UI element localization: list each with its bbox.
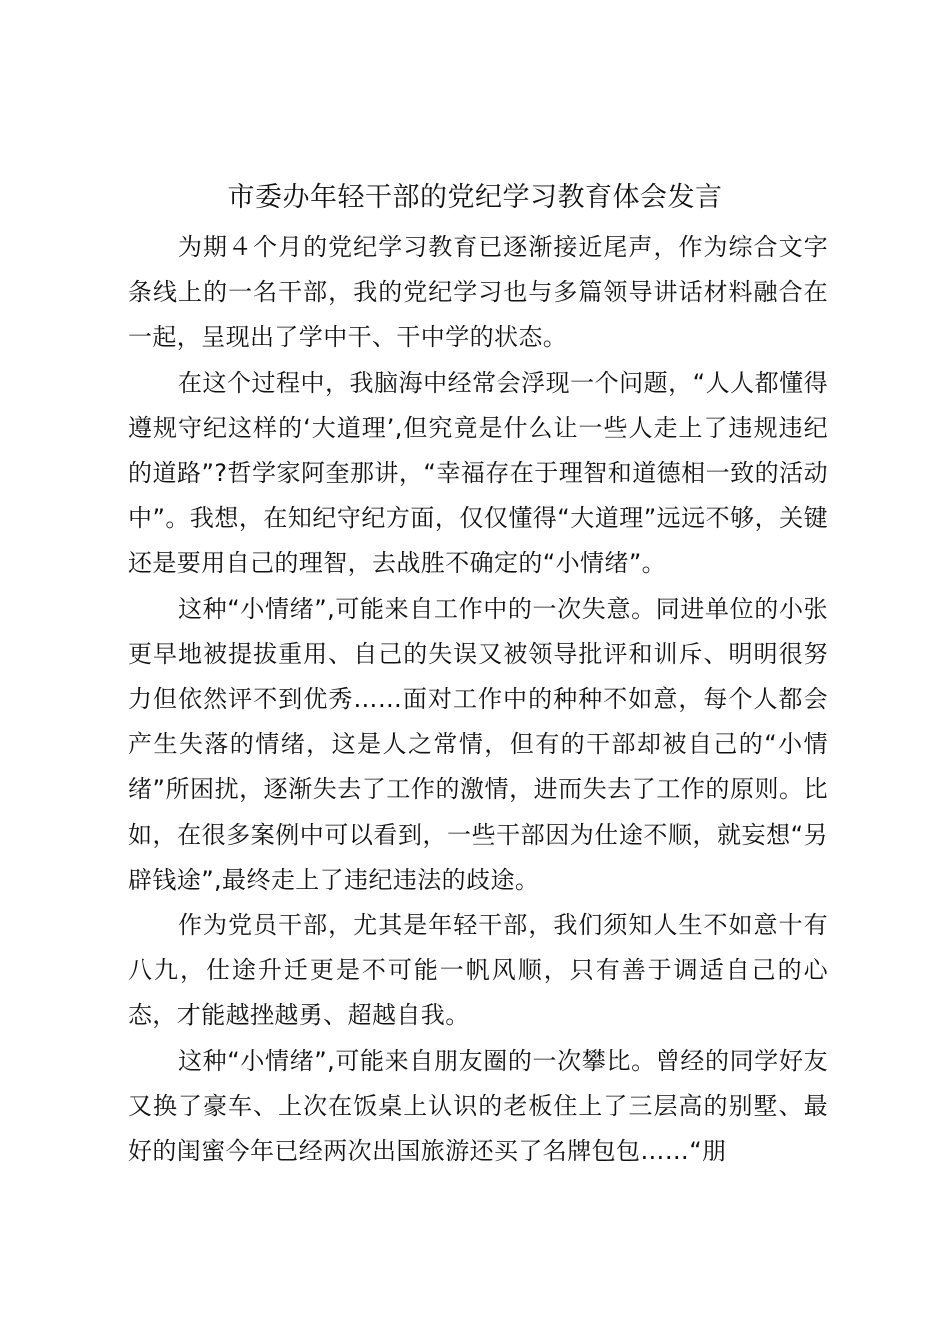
paragraph-3: 这种“小情绪”,可能来自工作中的一次失意。同进单位的小张更早地被提拔重用、自己的失误又被领导批评和训斥、明明很努力但依然评不到优秀……面对工作中的种种不如意，每个人都会产生失落的情绪，这是人之常情，但有的干部却被自己的“小情绪”所困扰，逐渐失去了工作的激情，进而失去了工作的原则。比如，在很多案例中可以看到，一些干部因为仕途不顺，就妄想“另辟钱途”,最终走上了违纪违法的歧途。 (128, 594, 829, 894)
paragraph-2: 在这个过程中，我脑海中经常会浮现一个问题，“人人都懂得遵规守纪这样的‘大道理’,但究竟是什么让一些人走上了违规违纪的道路”?哲学家阿奎那讲，“幸福存在于理智和道德相一致的活动中”。我想，在知纪守纪方面，仅仅懂得“大道理”远远不够，关键还是要用自己的理智，去战胜不确定的“小情绪”。 (128, 368, 828, 578)
paragraph-1: 为期４个月的党纪学习教育已逐渐接近尾声，作为综合文字条线上的一名干部，我的党纪学习也与多篇领导讲话材料融合在一起，呈现出了学中干、干中学的状态。 (128, 233, 828, 352)
document-title: 市委办年轻干部的党纪学习教育体会发言 (227, 182, 723, 213)
paragraph-4: 作为党员干部，尤其是年轻干部，我们须知人生不如意十有八九，仕途升迁更是不可能一帆风顺，只有善于调适自己的心态，才能越挫越勇、超越自我。 (128, 911, 828, 1030)
document-body (128, 225, 828, 1174)
paragraph-5: 这种“小情绪”,可能来自朋友圈的一次攀比。曾经的同学好友又换了豪车、上次在饭桌上认识的老板住上了三层高的别墅、最好的闺蜜今年已经两次出国旅游还买了名牌包包……“朋 (128, 1046, 828, 1166)
